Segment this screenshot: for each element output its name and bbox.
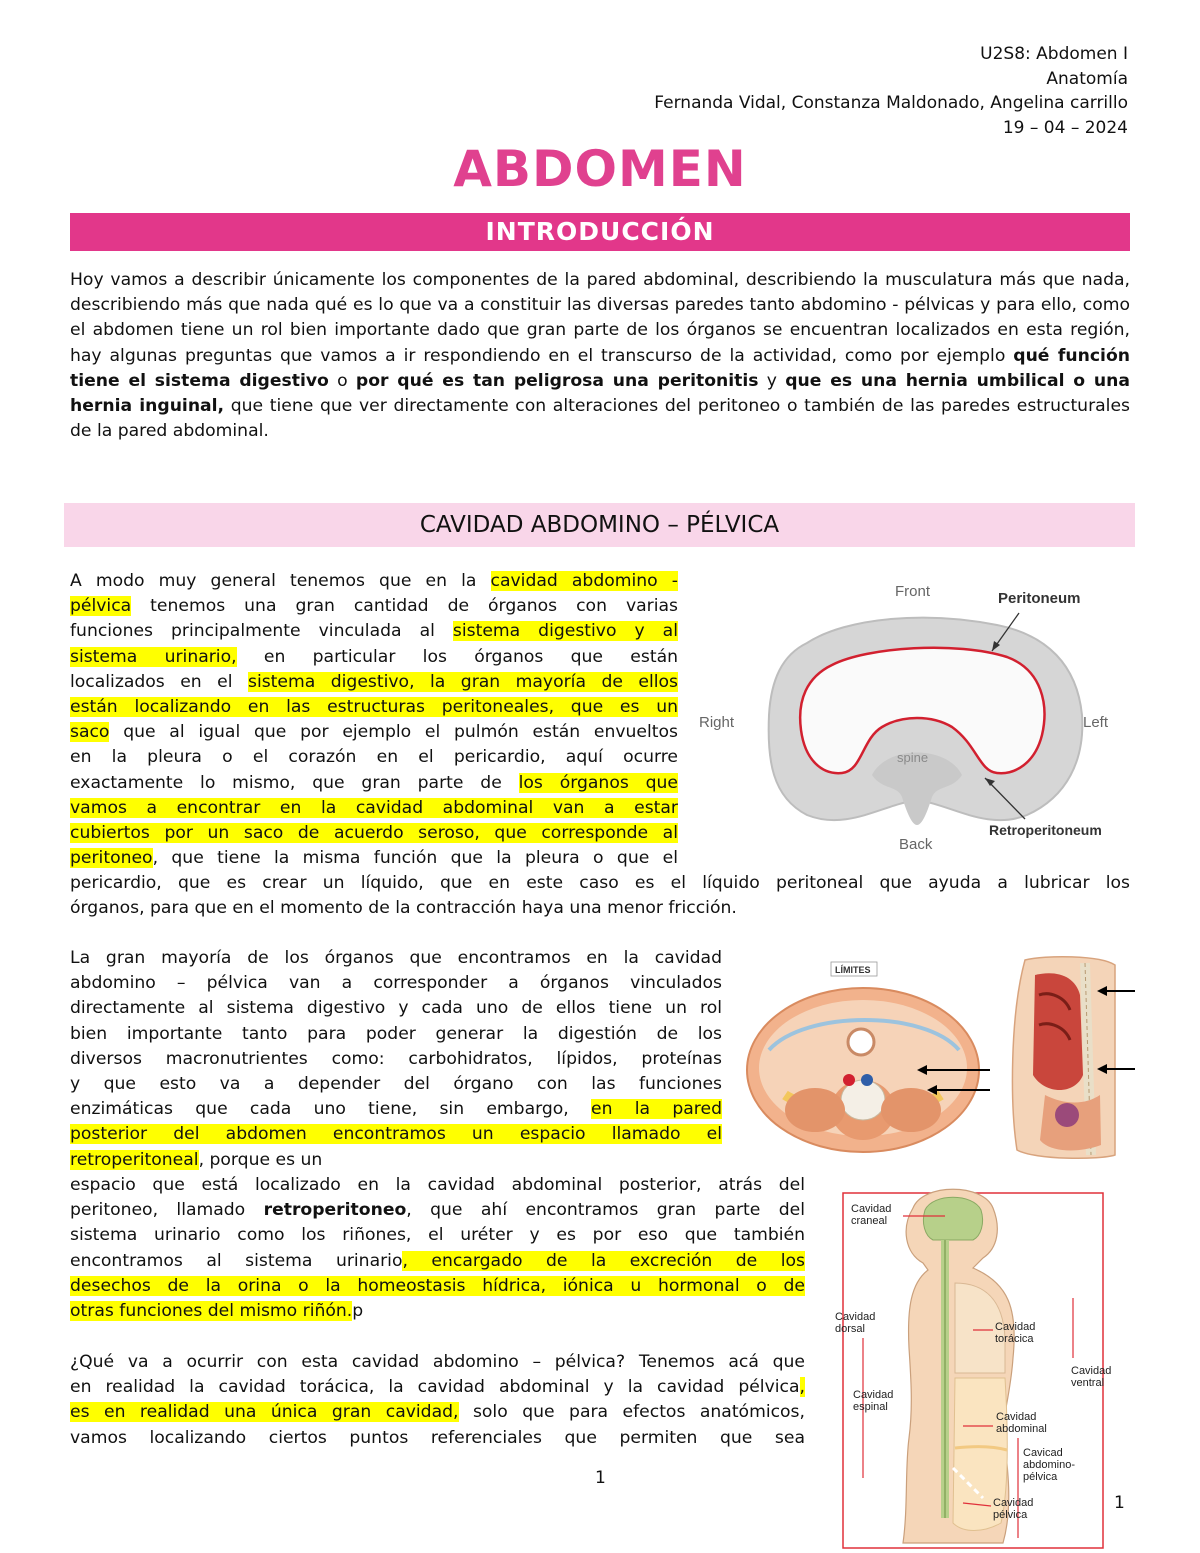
peritoneum-diagram — [697, 575, 1139, 853]
section-heading-intro: INTRODUCCIÓN — [70, 213, 1130, 251]
limits-label: LÍMITES — [835, 965, 871, 975]
label-ventral: Cavidad ventral — [1071, 1365, 1112, 1389]
label-abdominopelvica: Cavicad abdomino-pélvica — [1023, 1447, 1075, 1483]
page-number: 1 — [595, 1468, 606, 1488]
label-dorsal: Cavidad dorsal — [835, 1311, 876, 1335]
subject: Anatomía — [1046, 68, 1128, 89]
sagittal-section-figure — [1005, 955, 1135, 1160]
page-title: ABDOMEN — [453, 140, 747, 198]
label-pelvica: Cavidad pélvica — [993, 1497, 1034, 1521]
label-right: Right — [699, 714, 735, 731]
label-back: Back — [899, 836, 933, 853]
page-number-right: 1 — [1114, 1493, 1125, 1513]
label-toracica: Cavidad torácica — [995, 1321, 1036, 1345]
label-retroperitoneum: Retroperitoneum — [989, 822, 1102, 838]
label-front: Front — [895, 583, 931, 600]
retroperitoneum-paragraph: espacio que está localizado en la cavidad abdominal posterior, atrás del peritoneo, llamado retroperitoneo, que ahí encontramos gran parte del sistema urinario como los riñones, el uréter y es por eso que también encontramos al sistema urinario, encargado de la excreción de los desechos de la orina o la homeostasis hídrica, iónica u hormonal o de otras funciones del mismo riñón.p — [70, 1175, 805, 1322]
digestive-paragraph: La gran mayoría de los órganos que encontramos en la cavidad abdomino – pélvica van a corresponder a órganos vinculados directamente al sistema digestivo y cada uno de ellos tiene un rol bien importante tanto para poder generar la digestión de los diversos macronutrientes como: carbohidratos, lípidos, proteínas y que esto va a depender del órgano con las funciones enzimáticas que cada uno tiene, sin embargo, en la pared posterior del abdomen encontramos un espacio llamado el retroperitoneal, porque es un — [70, 948, 722, 1170]
cavity-paragraph: A modo muy general tenemos que en la cavidad abdomino - pélvica tenemos una gran cantidad de órganos con varias funciones principalmente vinculada al sistema digestivo y al sistema urinario, en particular los órganos que están localizados en el sistema digestivo, la gran mayoría de ellos están localizando en las estructuras peritoneales, que es un saco que al igual que por ejemplo el pulmón están envueltos en la pleura o el corazón en el pericardio, aquí ocurre exactamente lo mismo, que gran parte de los órganos que vamos a encontrar en la cavidad abdominal van a estar cubiertos por un saco de acuerdo seroso, que corresponde al peritoneo, que tiene la misma función que la pleura o que el — [70, 571, 679, 869]
intro-paragraph: Hoy vamos a describir únicamente los componentes de la pared abdominal, describiendo la musculatura más que nada, describiendo más que nada qué es lo que va a constituir las diversas paredes tanto abdomino - pélvicas y para ello, como el abdomen tiene un rol bien importante dado que gran parte de los órganos se encuentran localizados en esta región, hay algunas preguntas que vamos a ir respondiendo en el transcurso de la actividad, como por ejemplo qué función tiene el sistema digestivo o por qué es tan peligrosa una peritonitis y que es una hernia umbilical o una hernia inguinal, que tiene que ver directamente con alteraciones del peritoneo o también de las paredes estructurales de la pared abdominal. — [70, 270, 1130, 442]
label-espinal: Cavidad espinal — [853, 1389, 894, 1413]
label-left: Left — [1083, 714, 1109, 731]
authors: Fernanda Vidal, Constanza Maldonado, Angelina carrillo — [654, 93, 1128, 113]
document-header — [654, 42, 1128, 140]
label-spine: spine — [897, 750, 929, 765]
label-peritoneum: Peritoneum — [998, 590, 1081, 607]
section-heading-cavidad: CAVIDAD ABDOMINO – PÉLVICA — [64, 503, 1135, 547]
course-code: U2S8: Abdomen I — [980, 44, 1128, 64]
single-cavity-paragraph: ¿Qué va a ocurrir con esta cavidad abdomino – pélvica? Tenemos acá que en realidad la cavidad torácica, la cavidad abdominal y la cavidad pélvica, es en realidad una única gran cavidad, solo que para efectos anatómicos, vamos localizando ciertos puntos referenciales que permiten que sea — [70, 1352, 805, 1448]
cavity-paragraph-continued: pericardio, que es crear un líquido, que en este caso es el líquido peritoneal que ayuda a lubricar los órganos, para que en el momento de la contracción haya una menor fricción. — [70, 873, 1130, 919]
label-abdominal: Cavidad abdominal — [996, 1411, 1047, 1435]
label-craneal: Cavidad craneal — [851, 1203, 892, 1227]
axial-section-figure — [745, 950, 995, 1158]
date: 19 – 04 – 2024 — [1002, 117, 1128, 138]
body-cavities-figure — [833, 1188, 1123, 1553]
